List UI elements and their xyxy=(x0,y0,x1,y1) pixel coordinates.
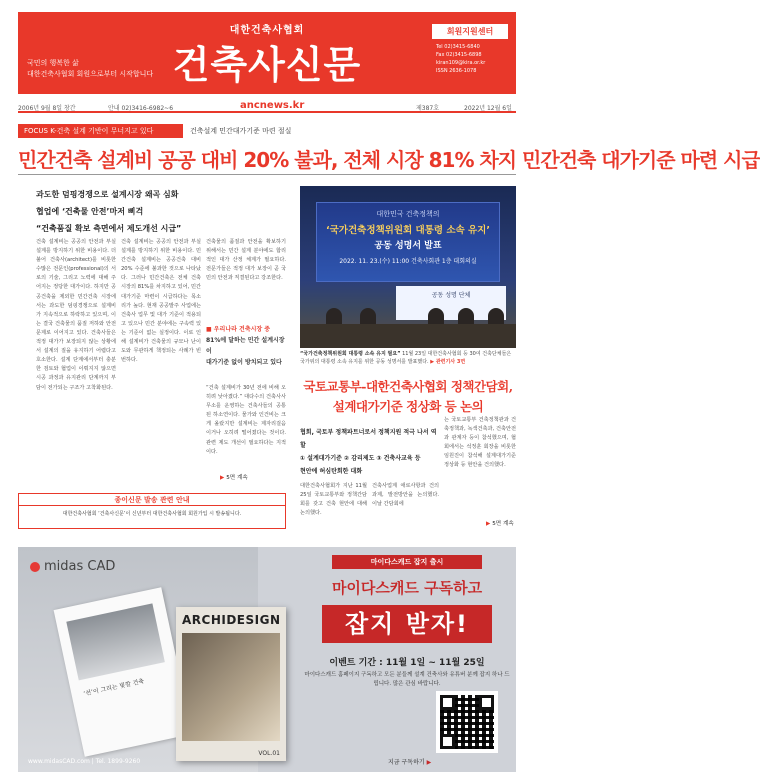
ad-description: 마이다스캐드 홈페이지 구독하고 모든 분들께 설계 건축사와 유튜버 분께 잡지 하나 드립니다. 많은 관심 바랍니다. xyxy=(304,672,510,687)
continue-link-article2[interactable] xyxy=(486,519,514,527)
article2-subhead-3: 현안에 허심탄회한 대화 xyxy=(300,468,363,475)
article2-headline[interactable] xyxy=(300,377,516,417)
banner-line-3: 공동 성명서 발표 xyxy=(374,241,442,251)
banner-line-1: 대한민국 건축정책의 xyxy=(376,210,440,218)
ad-big-headline: 잡지 받자! xyxy=(322,605,492,643)
photo-banner xyxy=(316,202,500,282)
focus-label[interactable]: FOCUS K-건축 설계 기반이 무너지고 있다 xyxy=(18,124,183,138)
article1-subhead-1: 과도한 덤핑경쟁으로 설계시장 왜곡 심화 xyxy=(36,190,179,199)
main-headline[interactable]: 민간건축 설계비 공공 대비 20% 불과, 전체 시장 81% 차지 민간건축 대가기준 마련 시급 xyxy=(18,148,760,172)
continue-link-text: 5면 계속 xyxy=(226,475,248,481)
ad-url[interactable]: www.midasCAD.com | Tel. 1899-9260 xyxy=(28,758,141,765)
continue-link-article1[interactable] xyxy=(220,473,248,481)
support-center-box xyxy=(432,24,508,86)
focus-bar xyxy=(18,124,516,138)
magazine-cover-image xyxy=(182,633,280,741)
tel-number: Tel 02)3415-6840 xyxy=(436,44,480,50)
masthead xyxy=(18,12,516,94)
article1-column-2: 건축 설계비는 공공의 안전과 부실 설계를 방지하기 위한 비용이다. 민간건축 설계비는 공공건축 대비 20% 수준에 불과한 것으로 나타났다. 그러나 민간건축은 전체 건축 시장의 81%를 차지하고 있어, 민간 대가기준 마련이 시급하다는 목소리가 높다. 현재 공공발주 사업에는 건축사 업무 및 대가 기준이 적용되고 있으나 민간 분야에는 구속력 있는 기준이 없는 실정이다. 이로 인해 설계비가 건축물의 규모나 난이도와 무관하게 책정되는 사례가 빈번하다. xyxy=(121,239,201,364)
headline-divider xyxy=(18,174,516,175)
pull-quote-line-2: 81%에 달하는 민간 설계시장이 xyxy=(206,337,285,355)
subscribe-now-link[interactable] xyxy=(388,757,431,766)
article1-subhead-2: 협업에 ‘건축물 안전’마저 삐걱 xyxy=(36,207,144,216)
ad-copy xyxy=(298,547,516,772)
slogan-line-2: 대한건축사협회 회원으로부터 시작합니다 xyxy=(27,70,154,78)
site-link[interactable]: ancnews.kr xyxy=(240,100,305,111)
banner-line-4: 2022. 11. 23.(수) 11:00 건축사회관 1층 대회의실 xyxy=(339,258,477,265)
press-conference-photo[interactable] xyxy=(300,186,516,348)
notice-title: 종이신문 발송 관련 안내 xyxy=(19,494,285,506)
article2-headline-line-2: 설계대가기준 정상화 등 논의 xyxy=(332,399,484,414)
issue-bar xyxy=(18,101,516,113)
qr-finder-icon xyxy=(440,734,455,749)
ad-tag: 마이다스캐드 잡지 출시 xyxy=(332,555,482,569)
photo-screen: 공동 성명 단체 xyxy=(396,286,506,320)
magazine-title: ARCHIDESIGN xyxy=(182,613,281,627)
issue-date: 2022년 12월 6일 xyxy=(464,105,512,112)
qr-code-icon[interactable] xyxy=(436,691,498,753)
article2-subheads xyxy=(300,426,440,478)
banner-line-2: ‘국가건축정책위원회 대통령 소속 유지’ xyxy=(326,225,490,236)
magazine-volume: VOL.01 xyxy=(258,750,280,757)
qr-finder-icon xyxy=(479,695,494,710)
arrow-right-icon: ▶ xyxy=(426,759,432,766)
midas-logo xyxy=(30,559,115,574)
publisher-name: 대한건축사협회 xyxy=(229,25,305,36)
notice-box xyxy=(18,493,286,529)
subscribe-now-text: 지금 구독하기 xyxy=(388,759,425,766)
arrow-right-icon: ▶ xyxy=(486,521,493,527)
newspaper-title[interactable]: 건축사신문 xyxy=(172,42,362,87)
article2-column-2: 건축사업계 애로사항과 건의과제, 발전방안을 논의했다. 이날 간담회에 xyxy=(372,483,439,508)
magazine-back-text: ‘선’이 그리는 빛깔 건축 xyxy=(83,677,145,698)
issue-number: 제387호 xyxy=(416,105,440,112)
midas-cad-advertisement[interactable] xyxy=(18,547,516,772)
article2-subhead-1: 협회, 국토부 정책파트너로서 정책지원 적극 나서 역할 xyxy=(300,429,437,449)
qr-finder-icon xyxy=(440,695,455,710)
notice-text: 대한건축사협회 ‘건축사신문’이 신년부터 대한건축사협회 회원가입 시 발송됩니다. xyxy=(62,511,242,517)
magazine-back-page xyxy=(54,587,193,757)
article2-subhead-2: ① 설계대가기준 ② 감리제도 ③ 건축사교육 등 xyxy=(300,455,421,462)
article1-subheads xyxy=(36,186,216,237)
slogan-line-1: 국민의 행복한 삶 xyxy=(27,59,79,67)
founded-date: 2006년 9월 8일 창간 xyxy=(18,105,76,112)
ad-visual xyxy=(18,547,281,772)
slogan xyxy=(27,58,157,80)
photo-caption xyxy=(300,350,516,366)
ad-headline: 마이다스캐드 구독하고 xyxy=(331,579,483,597)
article1-column-4: “건축 설계비가 30년 전에 비해 오히려 낮아졌다.” 대다수의 건축사사무소를 운영하는 건축사들의 공통된 하소연이다. 물가와 인건비는 크게 올랐지만 설계비는 제자리걸음이거나 오히려 떨어졌다는 것이다. 관련 제도 개선이 필요하다는 지적이다. xyxy=(206,385,286,455)
pull-quote-line-3: 대가기준 없이 방치되고 있다 xyxy=(206,359,282,366)
photo-table xyxy=(300,324,516,348)
article1-column-1: 건축 설계비는 공공의 안전과 부실 설계를 방지하기 위한 비용이다. 더불어 건축사(architect)를 비롯한 수많은 전문인(professional)의 서로의 기술, 그리고 노력에 대해 주어지는 정당한 대가이다. 하지만 공공건축을 제외한 민간건축 시장에서는 과도한 덤핑경쟁으로 설계비가 지속적으로 하락하고 있으며, 이는 결국 건축물의 품질 저하와 안전 문제로 이어지고 있다. 건축사들은 적정 대가가 보장되지 않는 상황에서 설계의 질을 유지하기 어렵다고 호소한다. 설계 단계에서부터 충분한 검토와 협업이 이뤄지지 않으면 시공 과정과 유지관리 단계까지 부담이 전가되는 구조가 고착화된다. xyxy=(36,239,116,391)
email-address[interactable]: kiran109@kira.or.kr xyxy=(436,60,486,66)
midas-logo-icon xyxy=(30,562,40,572)
article1-column-3: 건축물의 품질과 안전을 확보하기 위해서는 민간 설계 분야에도 합리적인 대가 산정 체계가 필요하다. 전문가들은 적정 대가 보장이 곧 국민의 안전과 직결된다고 강조한다. xyxy=(206,239,286,282)
article2-headline-line-1: 국토교통부-대한건축사협회 정책간담회, xyxy=(303,379,513,394)
qr-code-pattern xyxy=(440,695,494,749)
article2-column-3: 는 국토교통부 건축정책관과 건축정책과, 녹색건축과, 건축안전과 관계자 등이 참석했으며, 협회에서는 석정훈 회장을 비롯한 임원진이 참석해 설계대가기준 정상화 등 현안을 건의했다. xyxy=(444,417,516,469)
pull-quote-line-1: ■ 우리나라 건축시장 중 xyxy=(206,326,271,333)
focus-text: 건축설계 민간대가기준 마련 절실 xyxy=(190,127,292,135)
midas-logo-text: midas CAD xyxy=(44,559,116,574)
contact-line: 안내 02)3416-6982~6 xyxy=(108,105,174,112)
issn: ISSN 2636-1078 xyxy=(436,68,477,74)
support-center-label[interactable]: 회원지원센터 xyxy=(432,24,508,39)
magazine-back-image xyxy=(66,603,165,680)
arrow-right-icon: ▶ xyxy=(220,475,227,481)
fax-number: Fax 02)3415-6898 xyxy=(436,52,482,58)
article1-subhead-3: “건축품질 확보 측면에서 제도개선 시급” xyxy=(36,224,182,233)
magazine-cover xyxy=(176,607,286,761)
article2-column-1: 대한건축사협회가 지난 11월 25일 국토교통부와 정책간담회를 갖고 건축 현안에 대해 논의했다. xyxy=(300,483,367,517)
contact-info xyxy=(432,43,508,75)
pull-quote xyxy=(206,324,286,368)
caption-bold: “국가건축정책위원회 대통령 소속 유지 필요” xyxy=(300,351,401,357)
ad-event-period: 이벤트 기간 : 11월 1일 ~ 11월 25일 xyxy=(329,658,485,668)
caption-text: 11월 23일 대한건축사협회 등 30여 건축단체들은 국가위의 대통령 소속 유지를 위한 공동 성명서를 발표했다. xyxy=(300,351,512,365)
related-article-link[interactable]: ▶ 관련기사 3면 xyxy=(430,359,466,365)
continue-link-text: 5면 계속 xyxy=(492,521,514,527)
